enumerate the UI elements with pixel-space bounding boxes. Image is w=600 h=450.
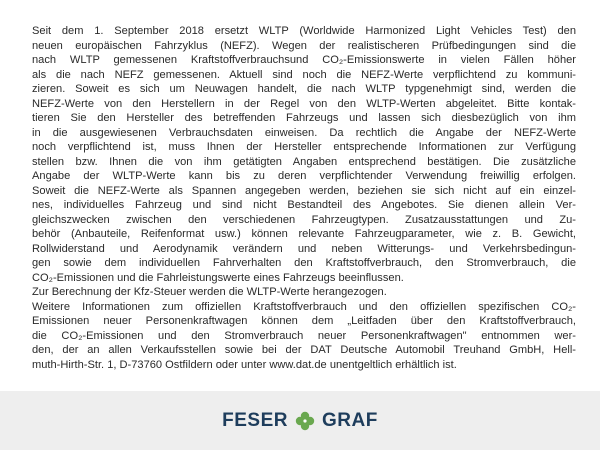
text-line: Angabe der WLTP-Werte kann bis zu deren verpflichtender Verwendung freiwillig erfolgen. (32, 170, 576, 182)
text-line: Soweit die NEFZ-Werte als Spannen angegeben werden, beziehen sie sich nicht auf ein einzel- (32, 184, 576, 197)
text-line: stellen bzw. Ihnen die von ihm getätigten Angaben entsprechend bestätigen. Die zusätzliche (32, 155, 576, 168)
text-line: zieren. Soweit es sich um Neuwagen handelt, die nach WLTP typgenehmigt sind, werden die (32, 83, 576, 95)
text-line: gleichszwecken zwischen den verschiedenen Fahrzeugtypen. Zusatzausstattungen und Zu- (32, 213, 576, 226)
legal-notice-text (32, 24, 576, 372)
logo-text-left: FESER (222, 409, 289, 431)
footer-bar (0, 391, 600, 450)
text-line: noch verpflichtend ist, muss Ihnen der Hersteller entsprechende Informationen zur Verfügung (32, 141, 576, 153)
text-line: den, der an allen Verkaufsstellen sowie bei der DAT Deutsche Automobil Treuhand GmbH, Hell- (32, 344, 576, 356)
text-line: Weitere Informationen zum offiziellen Kraftstoffverbrauch und den offiziellen spezifischen CO₂- (32, 300, 576, 313)
text-line: neuen europäischen Fahrzyklus (NEFZ). Wegen der realistischeren Prüfbedingungen sind die (32, 39, 576, 52)
text-line: als die nach NEFZ gemessenen. Aktuell sind noch die NEFZ-Werte verpflichtend zu kommuni- (32, 68, 576, 81)
text-line: Rollwiderstand und Aerodynamik verändern und neben Witterungs- und Verkehrsbedingun- (32, 242, 576, 255)
logo-text-right: GRAF (322, 409, 378, 431)
text-line: gen sowie dem individuellen Fahrverhalten den Kraftstoffverbrauch, den Stromverbrauch, die (32, 257, 576, 269)
text-line: tieren Sie den Hersteller des betreffenden Fahrzeugs und lassen sich diesbezüglich von ihm (32, 112, 576, 124)
clover-icon (294, 410, 316, 432)
text-line: Zur Berechnung der Kfz-Steuer werden die WLTP-Werte herangezogen. (32, 286, 387, 298)
text-line: NEFZ-Werte von den Herstellern in der Regel von den WLTP-Werten abgeleitet. Bitte kontak- (32, 97, 576, 110)
text-line: Seit dem 1. September 2018 ersetzt WLTP (Worldwide Harmonized Light Vehicles Test) den (32, 25, 576, 37)
text-line: behör (Anbauteile, Reifenformat usw.) können relevante Fahrzeugparameter, wie z. B. Gewicht, (32, 228, 576, 240)
text-line: CO₂-Emissionen und die Fahrleistungswerte eines Fahrzeugs beeinflussen. (32, 271, 404, 284)
text-line: nach WLTP gemessenen Kraftstoffverbrauchsund CO₂-Emissionswerte in vielen Fällen höher (32, 54, 576, 66)
text-line: Emissionen neuer Personenkraftwagen können dem „Leitfaden über den Kraftstoffverbrauch, (32, 315, 576, 327)
text-line: die CO₂-Emissionen und den Stromverbrauch neuer Personenkraftwagen" entnommen wer- (32, 329, 576, 342)
text-line: in die ausgewiesenen Verbrauchsdaten einweisen. Da rechtlich die Angabe der NEFZ-Werte (32, 126, 576, 139)
feser-graf-logo[interactable] (222, 410, 378, 432)
text-line: muth-Hirth-Str. 1, D-73760 Ostfildern oder unter www.dat.de unentgeltlich erhältlich ist. (32, 358, 457, 371)
text-line: nes, individuelles Fahrzeug und sind nicht Bestandteil des Angebotes. Sie dienen allein Ver- (32, 199, 576, 211)
